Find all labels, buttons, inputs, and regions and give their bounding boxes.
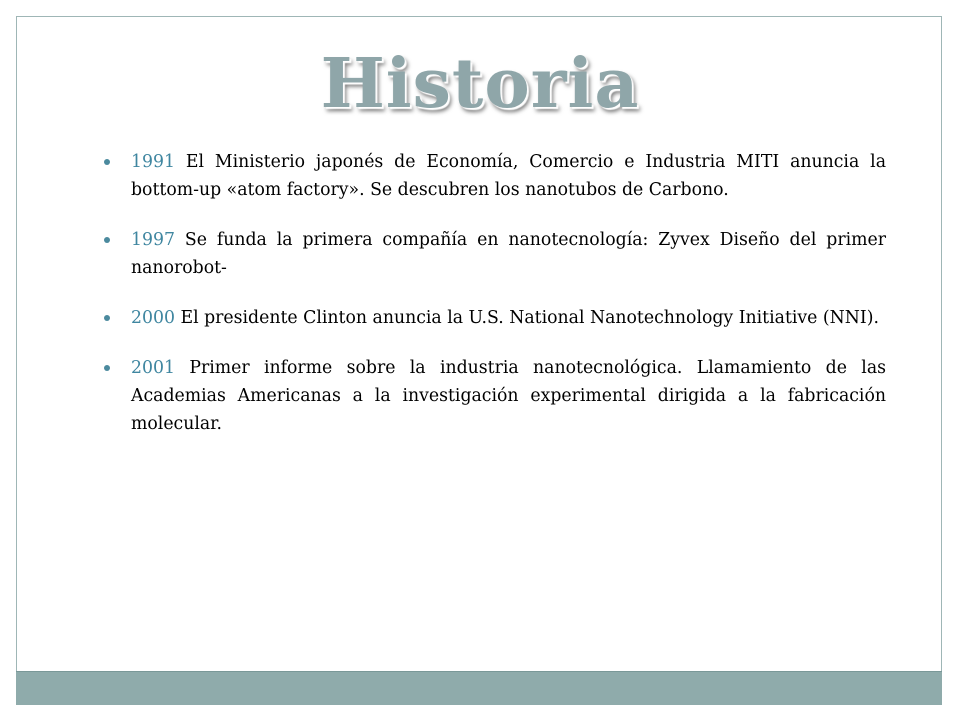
footer-band [16, 671, 942, 705]
bullet-dot-icon [104, 365, 110, 371]
bullet-item-2001 [102, 354, 886, 438]
bullet-list [102, 148, 886, 460]
bullet-dot-icon [104, 237, 110, 243]
bullet-item-1991 [102, 148, 886, 204]
bullet-dot-icon [104, 159, 110, 165]
bullet-item-1997 [102, 226, 886, 282]
bullet-year: 1997 [131, 230, 175, 250]
slide-title: Historia [320, 44, 640, 124]
bullet-item-2000 [102, 304, 886, 332]
bullet-year: 2000 [131, 308, 175, 328]
bullet-text: El presidente Clinton anuncia la U.S. National Nanotechnology Initiative (NNI). [174, 308, 879, 328]
bullet-text: Se funda la primera compañía en nanotecnología: Zyvex Diseño del primer nanorobot- [131, 230, 886, 278]
bullet-dot-icon [104, 315, 110, 321]
bullet-text: Primer informe sobre la industria nanotecnológica. Llamamiento de las Academias Americanas a la investigación experimental dirigida a la fabricación molecular. [131, 358, 886, 434]
bullet-year: 1991 [131, 152, 175, 172]
bullet-text: El Ministerio japonés de Economía, Comercio e Industria MITI anuncia la bottom-up «atom factory». Se descubren los nanotubos de Carbono. [131, 152, 886, 200]
bullet-year: 2001 [131, 358, 175, 378]
